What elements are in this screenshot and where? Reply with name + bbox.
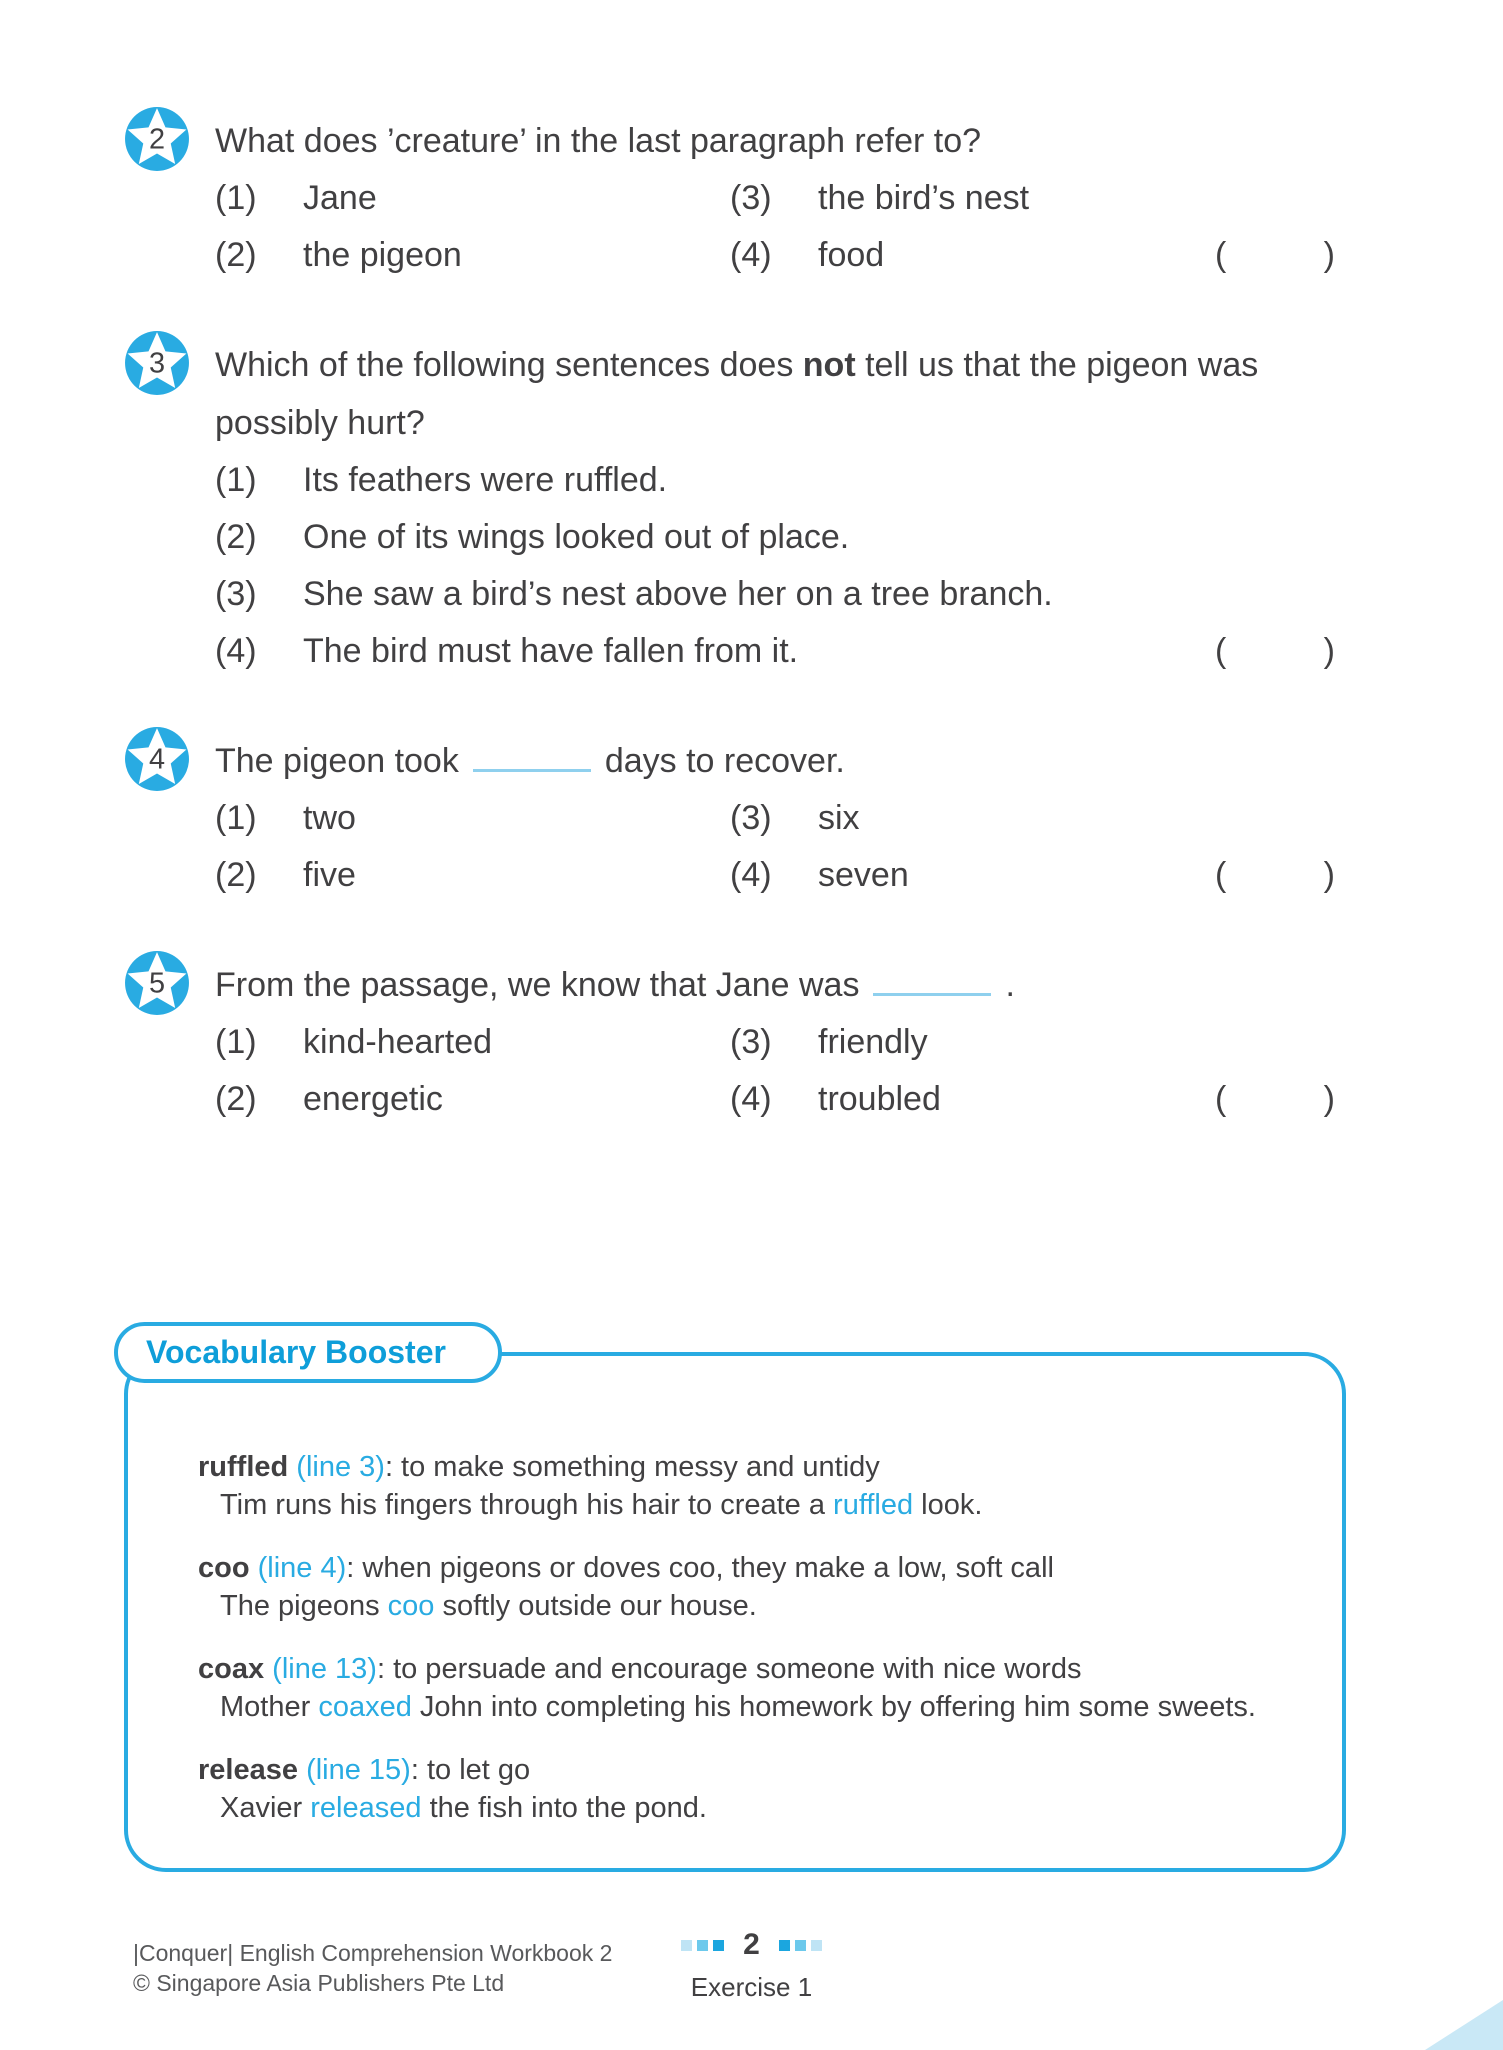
vocab-example bbox=[198, 1587, 1302, 1625]
option-number: (2) bbox=[215, 856, 257, 894]
vocabulary-booster-title: Vocabulary Booster bbox=[114, 1322, 502, 1383]
option-number: (4) bbox=[215, 632, 257, 670]
answer-bracket bbox=[1215, 1071, 1335, 1128]
bracket-close: ) bbox=[1323, 236, 1335, 274]
line-reference: (line 4) bbox=[257, 1552, 347, 1584]
option-number: (3) bbox=[730, 799, 772, 837]
prompt-text: What does ’creature’ in the last paragraph refer to? bbox=[215, 122, 982, 160]
option-label: the pigeon bbox=[303, 236, 462, 274]
option-label: six bbox=[818, 799, 860, 837]
copyright: © Singapore Asia Publishers Pte Ltd bbox=[133, 1970, 505, 1996]
vocab-example bbox=[198, 1688, 1302, 1726]
question-number: 3 bbox=[148, 347, 166, 380]
vocab-term: coo bbox=[198, 1552, 250, 1584]
vocabulary-entries bbox=[128, 1356, 1342, 1827]
example-text: The pigeons bbox=[220, 1590, 388, 1622]
option-label: One of its wings looked out of place. bbox=[303, 518, 850, 556]
bracket-close: ) bbox=[1323, 632, 1335, 670]
question-number: 5 bbox=[148, 967, 166, 1000]
option-number: (3) bbox=[730, 1023, 772, 1061]
option-number: (2) bbox=[215, 518, 257, 556]
vocab-example bbox=[198, 1789, 1302, 1827]
worksheet-content bbox=[130, 112, 1353, 1180]
example-text: John into completing his homework by offering him some sweets. bbox=[411, 1691, 1256, 1723]
decoration-square bbox=[779, 1940, 790, 1951]
vocab-definition bbox=[198, 1751, 1302, 1789]
example-highlight: coo bbox=[387, 1590, 435, 1622]
option-label: two bbox=[303, 799, 356, 837]
option-number: (2) bbox=[215, 236, 257, 274]
option-number: (1) bbox=[215, 1023, 257, 1061]
question-3-badge bbox=[124, 330, 190, 396]
bracket-open: ( bbox=[1215, 1080, 1227, 1118]
options-grid bbox=[215, 452, 1353, 680]
star-icon bbox=[124, 950, 190, 1016]
option-label: The bird must have fallen from it. bbox=[303, 632, 799, 670]
option-label: kind-hearted bbox=[303, 1023, 493, 1061]
question-5-badge bbox=[124, 950, 190, 1016]
star-icon bbox=[124, 106, 190, 172]
example-highlight: ruffled bbox=[833, 1489, 914, 1521]
option-number: (2) bbox=[215, 1080, 257, 1118]
decoration-square bbox=[713, 1940, 724, 1951]
question-4-badge bbox=[124, 726, 190, 792]
prompt-text: tell us that the pigeon was possibly hurt? bbox=[215, 346, 1259, 442]
options-grid bbox=[215, 790, 1353, 904]
line-reference: (line 13) bbox=[272, 1653, 377, 1685]
vocab-term: ruffled bbox=[198, 1451, 289, 1483]
book-title: |Conquer| English Comprehension Workbook 2 bbox=[133, 1940, 613, 1966]
option-label: five bbox=[303, 856, 356, 894]
page-corner-decoration bbox=[1425, 2000, 1503, 2050]
example-text: the fish into the pond. bbox=[421, 1792, 707, 1824]
option-number: (1) bbox=[215, 461, 257, 499]
bracket-close: ) bbox=[1323, 856, 1335, 894]
bracket-close: ) bbox=[1323, 1080, 1335, 1118]
question-number: 4 bbox=[148, 743, 166, 776]
book-info bbox=[133, 1938, 612, 1998]
option-label: seven bbox=[818, 856, 909, 894]
options-grid bbox=[215, 170, 1353, 284]
line-reference: (line 15) bbox=[306, 1754, 411, 1786]
bracket-open: ( bbox=[1215, 236, 1227, 274]
option-number: (4) bbox=[730, 1080, 772, 1118]
option-label: the bird’s nest bbox=[818, 179, 1030, 217]
option-number: (1) bbox=[215, 179, 257, 217]
example-highlight: released bbox=[310, 1792, 422, 1824]
star-icon bbox=[124, 330, 190, 396]
definition-text: : to let go bbox=[410, 1754, 531, 1786]
example-text: Tim runs his fingers through his hair to create a bbox=[220, 1489, 834, 1521]
example-text: Mother bbox=[220, 1691, 319, 1723]
decoration-square bbox=[795, 1940, 806, 1951]
option-label: She saw a bird’s nest above her on a tree branch. bbox=[303, 575, 1053, 613]
option-number: (4) bbox=[730, 236, 772, 274]
question-prompt bbox=[215, 956, 1285, 1014]
answer-bracket bbox=[1215, 227, 1335, 284]
star-icon bbox=[124, 726, 190, 792]
question-number: 2 bbox=[148, 123, 166, 156]
question-3 bbox=[130, 336, 1353, 680]
vocab-definition bbox=[198, 1549, 1302, 1587]
vocab-entry-coo bbox=[198, 1549, 1302, 1625]
prompt-text: days to recover. bbox=[604, 742, 845, 780]
question-prompt bbox=[215, 336, 1285, 452]
vocab-term: release bbox=[198, 1754, 298, 1786]
question-prompt bbox=[215, 732, 1285, 790]
vocab-entry-ruffled bbox=[198, 1448, 1302, 1524]
vocab-entry-coax bbox=[198, 1650, 1302, 1726]
example-text: look. bbox=[913, 1489, 983, 1521]
decoration-square bbox=[811, 1940, 822, 1951]
option-number: (1) bbox=[215, 799, 257, 837]
vocabulary-booster-box bbox=[124, 1334, 1346, 1872]
prompt-text: From the passage, we know that Jane was bbox=[215, 966, 860, 1004]
blank-line bbox=[473, 735, 591, 772]
answer-bracket bbox=[1215, 847, 1335, 904]
definition-text: : when pigeons or doves coo, they make a low, soft call bbox=[346, 1552, 1054, 1584]
vocab-definition bbox=[198, 1650, 1302, 1688]
vocab-example bbox=[198, 1486, 1302, 1524]
decoration-square bbox=[681, 1940, 692, 1951]
question-5 bbox=[130, 956, 1353, 1128]
option-number: (4) bbox=[730, 856, 772, 894]
example-highlight: coaxed bbox=[318, 1691, 412, 1723]
question-2 bbox=[130, 112, 1353, 284]
example-text: softly outside our house. bbox=[434, 1590, 757, 1622]
prompt-text: The pigeon took bbox=[215, 742, 459, 780]
answer-bracket bbox=[1215, 623, 1335, 680]
bracket-open: ( bbox=[1215, 856, 1227, 894]
page-number: 2 bbox=[743, 1928, 760, 1961]
option-label: friendly bbox=[818, 1023, 928, 1061]
prompt-text: . bbox=[1005, 966, 1015, 1004]
question-2-badge bbox=[124, 106, 190, 172]
question-4 bbox=[130, 732, 1353, 904]
vocab-term: coax bbox=[198, 1653, 265, 1685]
option-number: (3) bbox=[730, 179, 772, 217]
line-reference: (line 3) bbox=[296, 1451, 385, 1483]
definition-text: : to make something messy and untidy bbox=[384, 1451, 880, 1483]
blank-line bbox=[873, 959, 991, 996]
option-label: energetic bbox=[303, 1080, 443, 1118]
option-label: Its feathers were ruffled. bbox=[303, 461, 668, 499]
definition-text: : to persuade and encourage someone with nice words bbox=[376, 1653, 1082, 1685]
example-text: Xavier bbox=[220, 1792, 311, 1824]
question-prompt bbox=[215, 112, 1285, 170]
decoration-square bbox=[697, 1940, 708, 1951]
prompt-text: Which of the following sentences does bbox=[215, 346, 803, 384]
option-label: Jane bbox=[303, 179, 377, 217]
prompt-bold: not bbox=[802, 346, 856, 384]
options-grid bbox=[215, 1014, 1353, 1128]
vocab-definition bbox=[198, 1448, 1302, 1486]
option-label: food bbox=[818, 236, 885, 274]
vocab-entry-release bbox=[198, 1751, 1302, 1827]
exercise-label: Exercise 1 bbox=[690, 1972, 813, 2002]
option-number: (3) bbox=[215, 575, 257, 613]
option-label: troubled bbox=[818, 1080, 941, 1118]
bracket-open: ( bbox=[1215, 632, 1227, 670]
